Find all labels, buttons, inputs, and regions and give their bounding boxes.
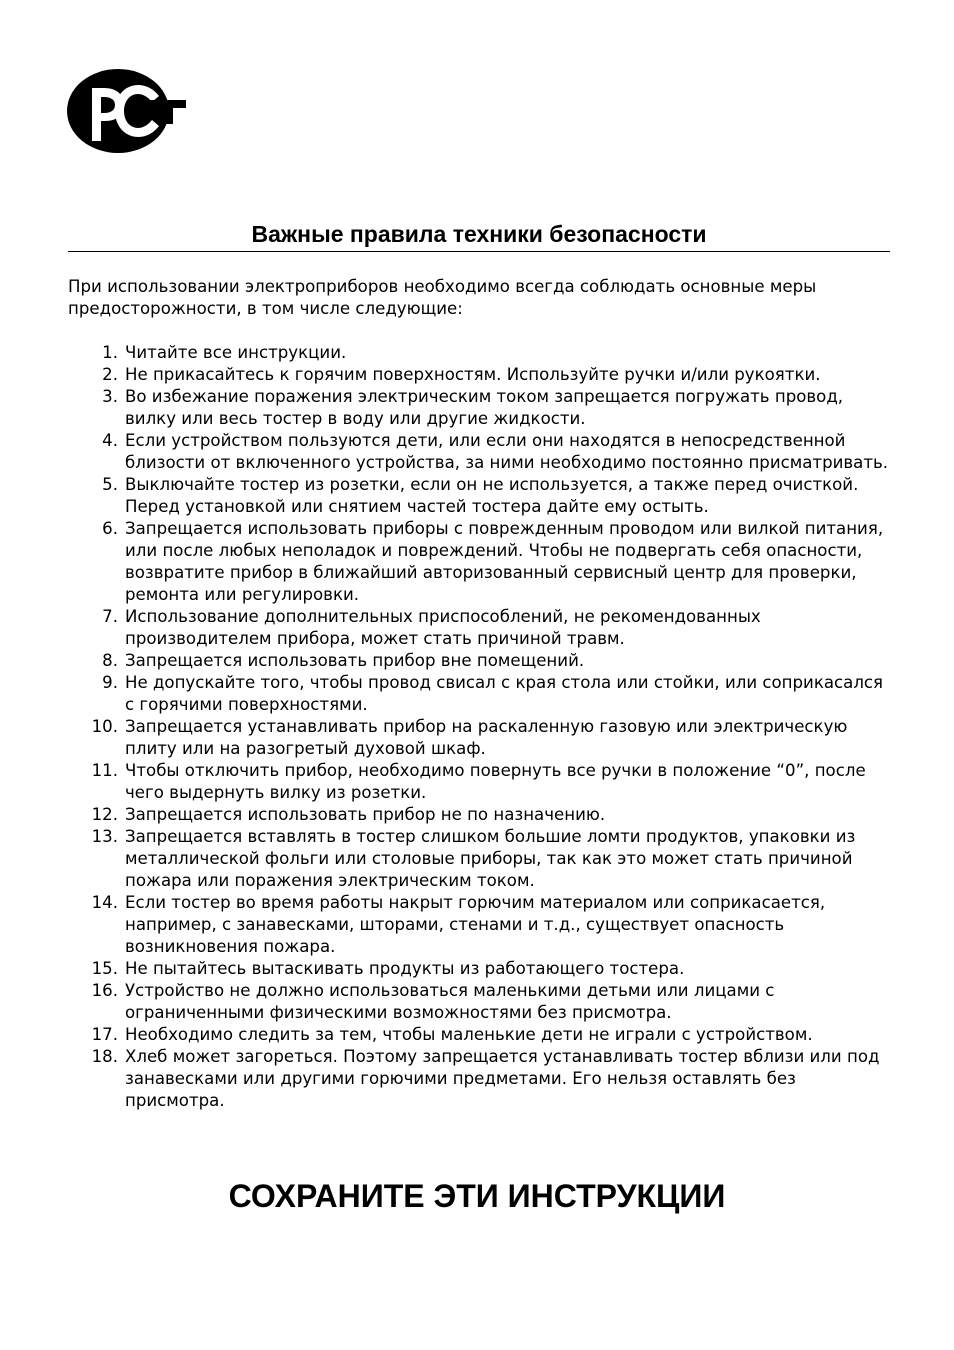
list-item [68, 430, 890, 474]
item-text: Запрещается использовать прибор вне помещений. [125, 651, 585, 670]
list-item [68, 342, 890, 364]
item-number: 3. [102, 387, 118, 406]
item-text: Устройство не должно использоваться маленькими детьми или лицами с ограниченными физическими возможностями без присмотра. [125, 981, 775, 1022]
item-text: Запрещается вставлять в тостер слишком большие ломти продуктов, упаковки из металлической фольги или столовые приборы, так как это может стать причиной пожара или поражения электрическим током. [125, 827, 856, 890]
item-number: 9. [102, 673, 118, 692]
item-number: 2. [102, 365, 118, 384]
item-number: 1. [102, 343, 118, 362]
page-title: Важные правила техники безопасности [251, 221, 707, 247]
list-item [68, 958, 890, 980]
item-number: 16. [91, 981, 118, 1000]
item-number: 18. [91, 1047, 118, 1066]
list-item [68, 760, 890, 804]
item-text: Запрещается использовать приборы с поврежденным проводом или вилкой питания, или после любых неполадок и повреждений. Чтобы не подвергать себя опасности, возвратите прибор в ближайший авторизованный сервисный центр для проверки, ремонта или регулировки. [125, 519, 884, 604]
list-item [68, 606, 890, 650]
rst-certification-mark-icon [66, 66, 188, 156]
item-number: 5. [102, 475, 118, 494]
item-text: Запрещается использовать прибор не по назначению. [125, 805, 606, 824]
item-text: Чтобы отключить прибор, необходимо повернуть все ручки в положение “0”, после чего выдернуть вилку из розетки. [125, 761, 866, 802]
item-number: 17. [91, 1025, 118, 1044]
list-item [68, 474, 890, 518]
item-text: Запрещается устанавливать прибор на раскаленную газовую или электрическую плиту или на разогретый духовой шкаф. [125, 717, 848, 758]
item-text: Не пытайтесь вытаскивать продукты из работающего тостера. [125, 959, 685, 978]
item-text: Во избежание поражения электрическим током запрещается погружать провод, вилку или весь тостер в воду или другие жидкости. [125, 387, 844, 428]
item-text: Если тостер во время работы накрыт горючим материалом или соприкасается, например, с занавесками, шторами, стенами и т.д., существует опасность возникновения пожара. [125, 893, 826, 956]
item-text: Выключайте тостер из розетки, если он не используется, а также перед очисткой. Перед установкой или снятием частей тостера дайте ему остыть. [125, 475, 859, 516]
item-text: Если устройством пользуются дети, или если они находятся в непосредственной близости от включенного устройства, за ними необходимо постоянно присматривать. [125, 431, 889, 472]
list-item [68, 804, 890, 826]
list-item [68, 1046, 890, 1112]
list-item [68, 1024, 890, 1046]
item-number: 4. [102, 431, 118, 450]
item-number: 11. [91, 761, 118, 780]
list-item [68, 826, 890, 892]
item-number: 14. [91, 893, 118, 912]
safety-rules-list [68, 342, 890, 1112]
item-number: 12. [91, 805, 118, 824]
item-text: Хлеб может загореться. Поэтому запрещается устанавливать тостер вблизи или под занавесками или другими горючими предметами. Его нельзя оставлять без присмотра. [125, 1047, 880, 1110]
item-text: Не допускайте того, чтобы провод свисал с края стола или стойки, или соприкасался с горячими поверхностями. [125, 673, 884, 714]
list-item [68, 980, 890, 1024]
item-number: 15. [91, 959, 118, 978]
item-text: Читайте все инструкции. [125, 343, 347, 362]
list-item [68, 716, 890, 760]
item-number: 10. [91, 717, 118, 736]
list-item [68, 892, 890, 958]
item-text: Использование дополнительных приспособлений, не рекомендованных производителем прибора, может стать причиной травм. [125, 607, 761, 648]
save-instructions-heading: СОХРАНИТЕ ЭТИ ИНСТРУКЦИИ [228, 1178, 726, 1214]
item-number: 8. [102, 651, 118, 670]
title-underline [68, 251, 890, 252]
item-number: 7. [102, 607, 118, 626]
list-item [68, 386, 890, 430]
intro-paragraph: При использовании электроприборов необходимо всегда соблюдать основные меры предосторожности, в том числе следующие: [68, 277, 817, 318]
item-number: 13. [91, 827, 118, 846]
item-text: Необходимо следить за тем, чтобы маленькие дети не играли с устройством. [125, 1025, 813, 1044]
item-text: Не прикасайтесь к горячим поверхностям. Используйте ручки и/или рукоятки. [125, 365, 821, 384]
list-item [68, 672, 890, 716]
item-number: 6. [102, 519, 118, 538]
list-item [68, 518, 890, 606]
list-item [68, 650, 890, 672]
list-item [68, 364, 890, 386]
